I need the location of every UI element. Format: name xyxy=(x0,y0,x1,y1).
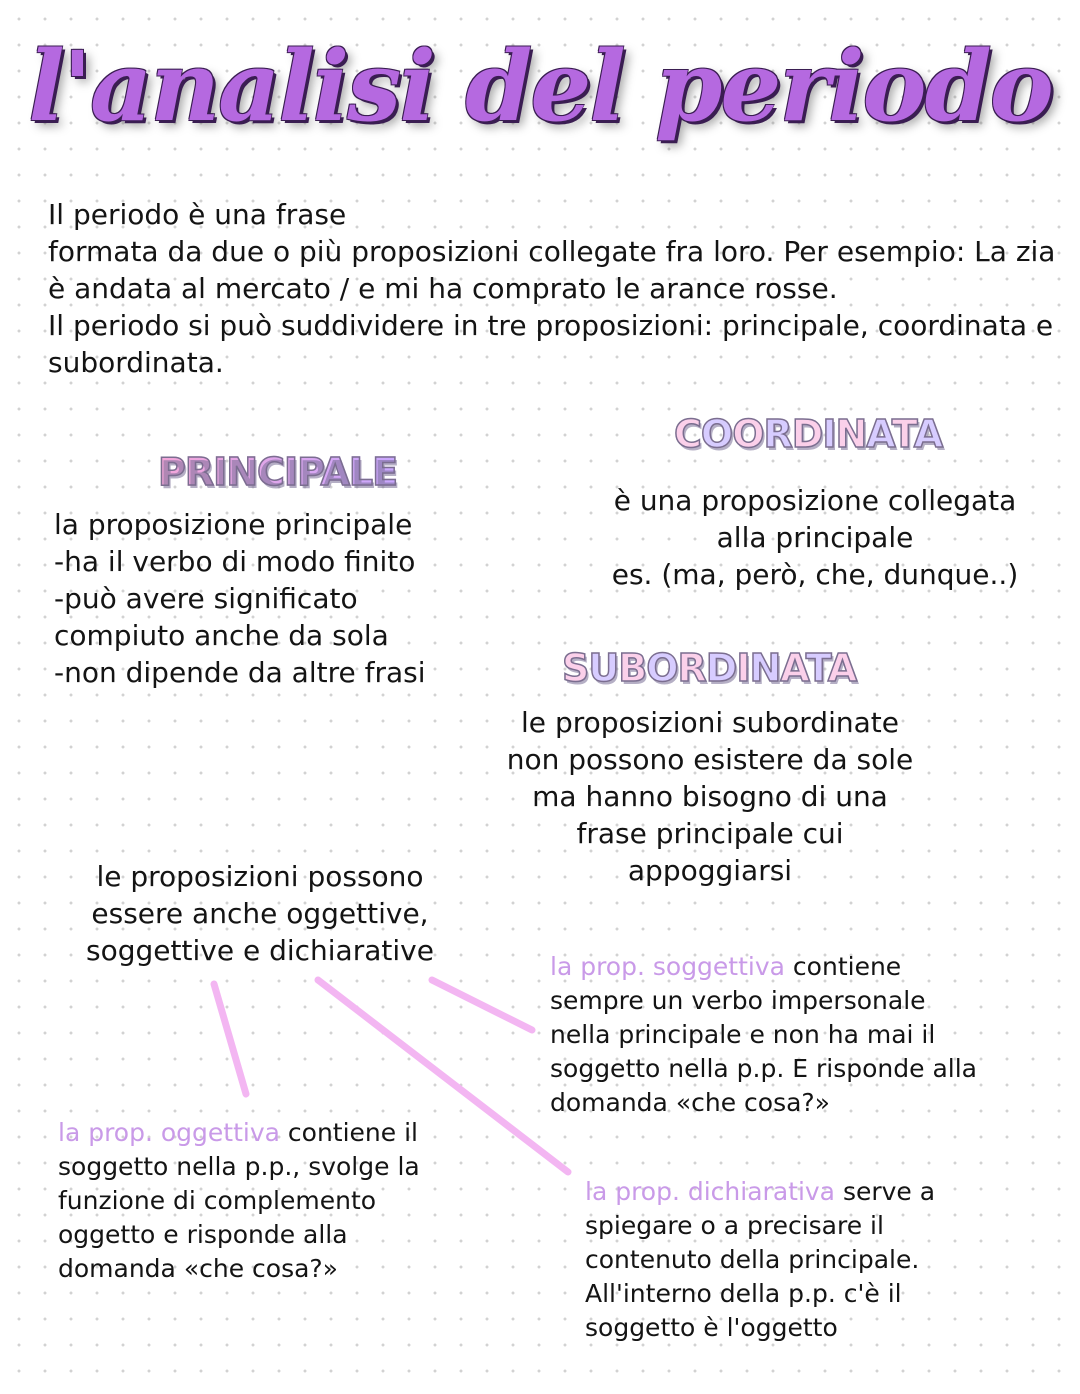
types-intro-line: essere anche oggettive, xyxy=(91,897,429,930)
heading-letter: I xyxy=(736,646,750,690)
heading-letter: S xyxy=(562,646,589,690)
heading-letter: O xyxy=(732,412,764,456)
oggettiva-line: oggetto e risponde alla xyxy=(58,1220,348,1249)
heading-letter: D xyxy=(705,646,737,690)
oggettiva-line: soggetto nella p.p., svolge la xyxy=(58,1152,420,1181)
heading-letter: T xyxy=(891,412,914,456)
heading-letter: A xyxy=(913,412,943,456)
coordinata-line: alla principale xyxy=(716,521,914,554)
dichiarativa-label: la prop. dichiarativa xyxy=(585,1177,835,1206)
dichiarativa-line: soggetto è l'oggetto xyxy=(585,1313,838,1342)
principale-line: compiuto anche da sola xyxy=(54,619,389,652)
oggettiva-line: domanda «che cosa?» xyxy=(58,1254,338,1283)
heading-letter: R xyxy=(763,412,792,456)
soggettiva-line: sempre un verbo impersonale xyxy=(550,986,926,1015)
intro-line: Il periodo si può suddividere in tre proposizioni: principale, coordinata e subordinata. xyxy=(48,309,1054,379)
heading-letter: O xyxy=(700,412,733,456)
principale-line: -può avere significato xyxy=(54,582,358,615)
soggettiva-label: la prop. soggettiva xyxy=(550,952,785,981)
dichiarativa-note xyxy=(585,1175,1055,1345)
dichiarativa-line: spiegare o a precisare il xyxy=(585,1211,884,1240)
oggettiva-label: la prop. oggettiva xyxy=(58,1118,280,1147)
heading-letter: D xyxy=(791,412,823,456)
heading-letter: N xyxy=(835,412,867,456)
coordinata-line: è una proposizione collegata xyxy=(613,484,1017,517)
dichiarativa-first-line xyxy=(585,1175,1055,1209)
subordinata-line: le proposizioni subordinate xyxy=(521,706,899,739)
subordinata-line: ma hanno bisogno di una xyxy=(532,780,888,813)
soggettiva-first-line xyxy=(550,950,1050,984)
heading-letter: C xyxy=(674,412,701,456)
oggettiva-note xyxy=(58,1116,498,1286)
types-intro-line: soggettive e dichiarative xyxy=(86,934,434,967)
subordinata-line: frase principale cui xyxy=(576,817,844,850)
heading-letter: A xyxy=(827,646,857,690)
heading-letter: A xyxy=(780,646,806,690)
oggettiva-rest: contiene il xyxy=(279,1118,418,1147)
principale-line: -non dipende da altre frasi xyxy=(54,656,426,689)
soggettiva-line: soggetto nella p.p. E risponde alla xyxy=(550,1054,977,1083)
soggettiva-rest: contiene xyxy=(784,952,902,981)
connector-oggettiva xyxy=(214,984,246,1094)
principale-line: -ha il verbo di modo finito xyxy=(54,545,416,578)
coordinata-line: es. (ma, però, che, dunque..) xyxy=(611,558,1019,591)
connector-soggettiva xyxy=(432,980,532,1030)
soggettiva-line: domanda «che cosa?» xyxy=(550,1088,830,1117)
heading-letter: R xyxy=(677,646,706,690)
heading-letter: U xyxy=(588,646,619,690)
principale-line: la proposizione principale xyxy=(54,508,413,541)
intro-line: formata da due o più proposizioni collegate fra loro. Per esempio: La zia è andata al mercato / e mi ha comprato le arance rosse. xyxy=(48,235,1056,305)
dichiarativa-rest: serve a xyxy=(835,1177,936,1206)
heading-letter: N xyxy=(749,646,781,690)
dichiarativa-line: contenuto della principale. xyxy=(585,1245,920,1274)
principale-heading: PRINCIPALE xyxy=(158,450,398,494)
soggettiva-note xyxy=(550,950,1050,1120)
oggettiva-line: funzione di complemento xyxy=(58,1186,377,1215)
oggettiva-first-line xyxy=(58,1116,498,1150)
intro-line: Il periodo è una frase xyxy=(48,198,347,231)
subordinata-line: non possono esistere da sole xyxy=(506,743,914,776)
subordinata-line: appoggiarsi xyxy=(627,854,793,887)
page-title: l'analisi del periodo xyxy=(28,30,1052,143)
heading-letter: T xyxy=(805,646,828,690)
heading-letter: I xyxy=(822,412,836,456)
heading-letter: O xyxy=(646,646,678,690)
types-intro-line: le proposizioni possono xyxy=(96,860,424,893)
heading-letter: B xyxy=(618,646,647,690)
heading-letter: A xyxy=(866,412,892,456)
dichiarativa-line: All'interno della p.p. c'è il xyxy=(585,1279,902,1308)
soggettiva-line: nella principale e non ha mai il xyxy=(550,1020,936,1049)
